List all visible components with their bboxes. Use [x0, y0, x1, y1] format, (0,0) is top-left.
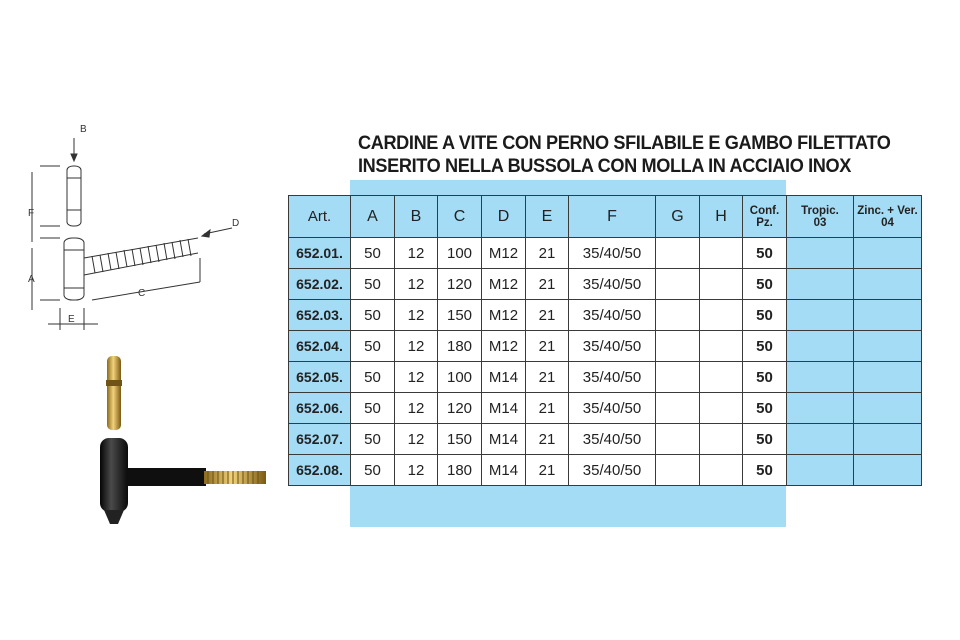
- cell-d: M14: [482, 455, 526, 486]
- header-conf-line-1: Conf.: [749, 204, 780, 217]
- table-row: [289, 362, 922, 393]
- cell-conf: 50: [743, 393, 787, 424]
- cell-zinc: [854, 455, 922, 486]
- cell-c: 100: [438, 362, 482, 393]
- cell-a: 50: [351, 238, 395, 269]
- cell-f: 35/40/50: [569, 238, 656, 269]
- header-d: D: [482, 196, 526, 238]
- header-h: H: [700, 196, 743, 238]
- cell-art: 652.03.: [289, 300, 351, 331]
- cell-h: [700, 269, 743, 300]
- cell-a: 50: [351, 362, 395, 393]
- table-row: [289, 331, 922, 362]
- cell-d: M12: [482, 300, 526, 331]
- table-row: [289, 393, 922, 424]
- cell-tropic: [787, 424, 854, 455]
- label-c: C: [138, 288, 146, 299]
- cell-b: 12: [395, 424, 438, 455]
- hinge-technical-drawing: [0, 110, 260, 350]
- cell-zinc: [854, 393, 922, 424]
- cell-g: [656, 362, 700, 393]
- header-tropic: [787, 196, 854, 238]
- title-line-2: INSERITO NELLA BUSSOLA CON MOLLA IN ACCIAIO INOX: [358, 155, 851, 177]
- header-tropic-line-2: 03: [813, 216, 827, 229]
- cell-a: 50: [351, 424, 395, 455]
- header-art: Art.: [289, 196, 351, 238]
- label-a: A: [28, 274, 35, 285]
- header-f: F: [569, 196, 656, 238]
- cell-f: 35/40/50: [569, 362, 656, 393]
- header-a: A: [351, 196, 395, 238]
- cell-tropic: [787, 269, 854, 300]
- cell-d: M12: [482, 269, 526, 300]
- cell-e: 21: [526, 393, 569, 424]
- cell-g: [656, 300, 700, 331]
- cell-zinc: [854, 300, 922, 331]
- table-row: [289, 238, 922, 269]
- cell-e: 21: [526, 300, 569, 331]
- cell-f: 35/40/50: [569, 424, 656, 455]
- cell-conf: 50: [743, 300, 787, 331]
- cell-tropic: [787, 362, 854, 393]
- header-e: E: [526, 196, 569, 238]
- cell-h: [700, 238, 743, 269]
- cell-tropic: [787, 238, 854, 269]
- header-zinc-line-1: Zinc. + Ver.: [857, 204, 918, 217]
- cell-zinc: [854, 331, 922, 362]
- cell-h: [700, 424, 743, 455]
- label-e: E: [68, 314, 75, 325]
- cell-b: 12: [395, 362, 438, 393]
- hinge-product-photo: [90, 350, 270, 530]
- cell-conf: 50: [743, 362, 787, 393]
- cell-art: 652.04.: [289, 331, 351, 362]
- cell-f: 35/40/50: [569, 269, 656, 300]
- cell-c: 120: [438, 393, 482, 424]
- cell-art: 652.07.: [289, 424, 351, 455]
- cell-h: [700, 362, 743, 393]
- cell-e: 21: [526, 455, 569, 486]
- cell-e: 21: [526, 331, 569, 362]
- cell-tropic: [787, 393, 854, 424]
- table-header-row: [289, 196, 922, 238]
- cell-zinc: [854, 269, 922, 300]
- cell-h: [700, 393, 743, 424]
- cell-tropic: [787, 455, 854, 486]
- cell-a: 50: [351, 331, 395, 362]
- cell-g: [656, 424, 700, 455]
- cell-f: 35/40/50: [569, 393, 656, 424]
- cell-conf: 50: [743, 238, 787, 269]
- label-b: B: [80, 124, 87, 135]
- cell-zinc: [854, 238, 922, 269]
- cell-g: [656, 455, 700, 486]
- cell-art: 652.08.: [289, 455, 351, 486]
- cell-art: 652.05.: [289, 362, 351, 393]
- cell-h: [700, 300, 743, 331]
- cell-h: [700, 455, 743, 486]
- cell-conf: 50: [743, 424, 787, 455]
- cell-a: 50: [351, 269, 395, 300]
- cell-e: 21: [526, 238, 569, 269]
- header-tropic-line-1: Tropic.: [801, 204, 839, 217]
- cell-c: 100: [438, 238, 482, 269]
- specs-table: [288, 195, 922, 486]
- cell-g: [656, 393, 700, 424]
- cell-f: 35/40/50: [569, 455, 656, 486]
- cell-g: [656, 238, 700, 269]
- cell-art: 652.06.: [289, 393, 351, 424]
- header-g: G: [656, 196, 700, 238]
- cell-c: 150: [438, 424, 482, 455]
- header-conf: [743, 196, 787, 238]
- cell-conf: 50: [743, 269, 787, 300]
- product-title: [358, 132, 897, 178]
- cell-c: 180: [438, 455, 482, 486]
- label-f: F: [28, 208, 35, 219]
- cell-e: 21: [526, 424, 569, 455]
- table-row: [289, 455, 922, 486]
- table-row: [289, 424, 922, 455]
- header-conf-line-2: Pz.: [756, 216, 773, 229]
- cell-zinc: [854, 362, 922, 393]
- cell-d: M14: [482, 362, 526, 393]
- header-zinc: [854, 196, 922, 238]
- cell-art: 652.01.: [289, 238, 351, 269]
- cell-tropic: [787, 300, 854, 331]
- cell-b: 12: [395, 331, 438, 362]
- cell-d: M14: [482, 424, 526, 455]
- table-body: [289, 238, 922, 486]
- table-row: [289, 300, 922, 331]
- cell-a: 50: [351, 393, 395, 424]
- header-zinc-line-2: 04: [881, 216, 894, 229]
- cell-g: [656, 331, 700, 362]
- label-d: D: [232, 218, 240, 229]
- cell-tropic: [787, 331, 854, 362]
- cell-g: [656, 269, 700, 300]
- cell-conf: 50: [743, 331, 787, 362]
- cell-a: 50: [351, 455, 395, 486]
- cell-d: M14: [482, 393, 526, 424]
- header-c: C: [438, 196, 482, 238]
- cell-f: 35/40/50: [569, 331, 656, 362]
- cell-e: 21: [526, 362, 569, 393]
- cell-b: 12: [395, 238, 438, 269]
- cell-c: 180: [438, 331, 482, 362]
- cell-conf: 50: [743, 455, 787, 486]
- cell-e: 21: [526, 269, 569, 300]
- cell-d: M12: [482, 331, 526, 362]
- cell-f: 35/40/50: [569, 300, 656, 331]
- cell-zinc: [854, 424, 922, 455]
- header-b: B: [395, 196, 438, 238]
- cell-b: 12: [395, 300, 438, 331]
- cell-c: 150: [438, 300, 482, 331]
- cell-d: M12: [482, 238, 526, 269]
- table-row: [289, 269, 922, 300]
- cell-b: 12: [395, 269, 438, 300]
- cell-h: [700, 331, 743, 362]
- cell-c: 120: [438, 269, 482, 300]
- cell-a: 50: [351, 300, 395, 331]
- cell-b: 12: [395, 393, 438, 424]
- cell-b: 12: [395, 455, 438, 486]
- cell-art: 652.02.: [289, 269, 351, 300]
- title-line-1: CARDINE A VITE CON PERNO SFILABILE E GAMBO FILETTATO: [358, 132, 891, 154]
